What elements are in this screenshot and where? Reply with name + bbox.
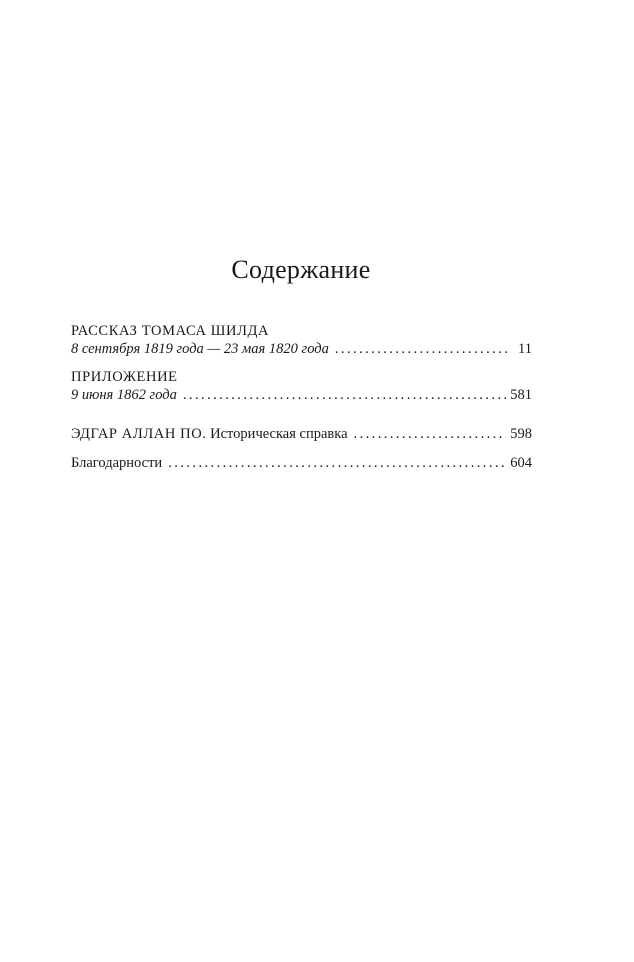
- dot-leader: [183, 386, 506, 404]
- toc-heading: Благодарности: [71, 455, 163, 471]
- toc-subtitle: 8 сентября 1819 года — 23 мая 1820 года: [71, 341, 329, 357]
- toc-entry-3: [71, 425, 532, 443]
- page-number: 581: [510, 387, 532, 403]
- toc-heading-caps: ЭДГАР АЛЛАН ПО.: [71, 426, 207, 442]
- dot-leader: [335, 340, 510, 358]
- toc-entry-1: [71, 322, 532, 358]
- toc-entry-2: [71, 368, 532, 404]
- toc-heading: ПРИЛОЖЕНИЕ: [71, 369, 178, 385]
- page-number: 604: [510, 455, 532, 471]
- dot-leader: [354, 425, 507, 443]
- dot-leader: [168, 454, 506, 472]
- toc-heading-rest: Историческая справка: [206, 426, 348, 442]
- page-number: 11: [518, 341, 532, 357]
- page-number: 598: [510, 426, 532, 442]
- page-title: Содержание: [231, 255, 371, 284]
- toc-entry-4: [71, 454, 532, 472]
- toc-heading: РАССКАЗ ТОМАСА ШИЛДА: [71, 323, 270, 339]
- toc-subtitle: 9 июня 1862 года: [71, 387, 177, 403]
